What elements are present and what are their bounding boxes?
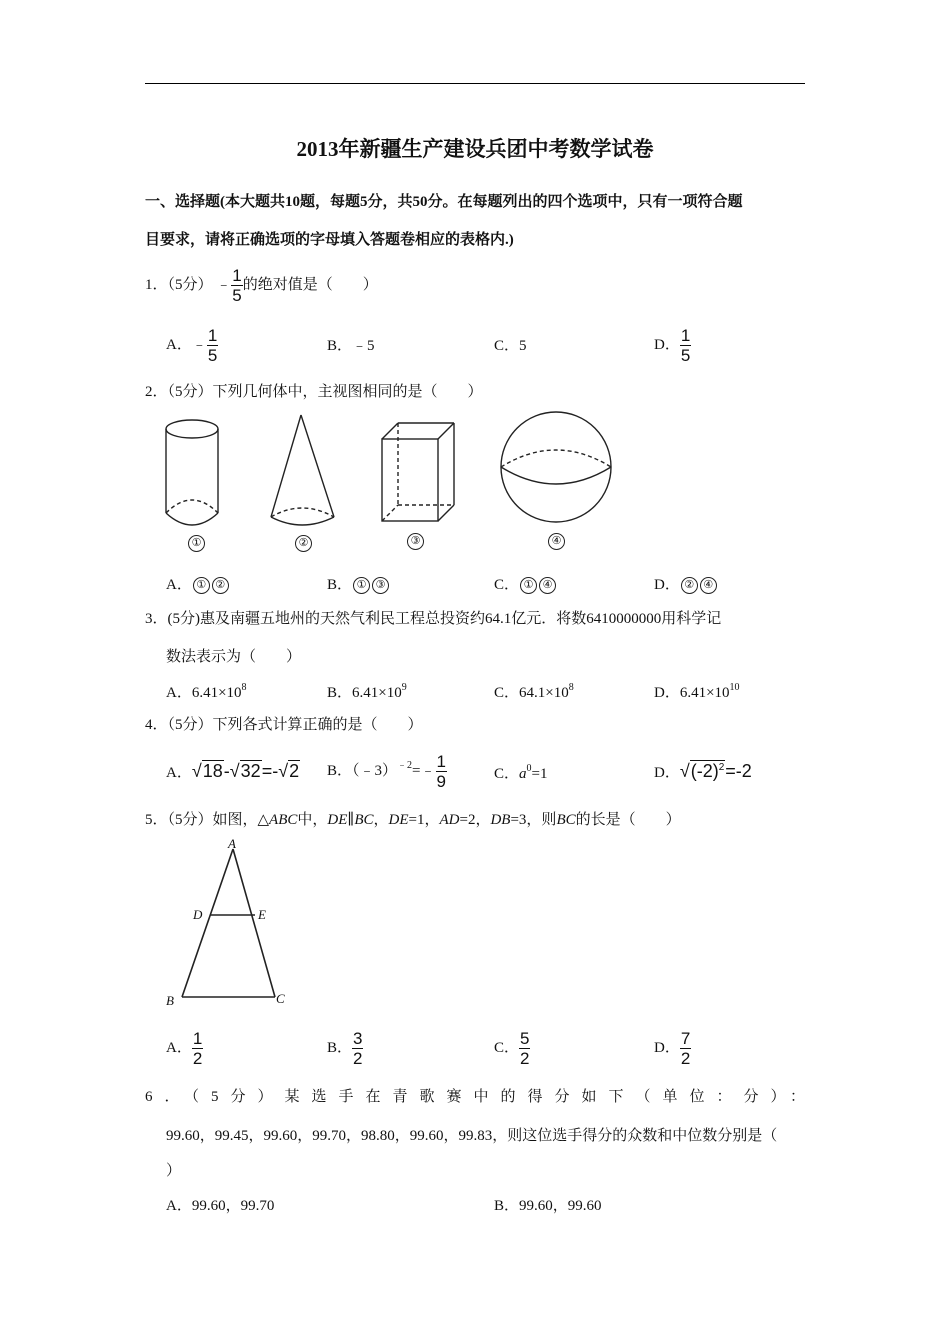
- q1-stem: 1．（5分） ﹣ $\frac{1}{5}$ 的绝对值是（ ）: [145, 266, 378, 305]
- sphere-figure: [501, 412, 611, 522]
- q3-option-d[interactable]: D．$6.41\times 10^{10}$: [654, 682, 740, 701]
- page-title: 2013年新疆生产建设兵团中考数学试卷: [296, 137, 654, 161]
- section-header-line2: 目要求，请将正确选项的字母填入答题卷相应的表格内.): [145, 232, 514, 248]
- q5-option-a[interactable]: A． $\frac{1}{2}$: [166, 1029, 203, 1068]
- q4-option-a[interactable]: A．√18-√32=-√2: [166, 761, 300, 781]
- solid-label-4: ④: [548, 533, 565, 550]
- q4-option-d[interactable]: D．$√(-2)^2=-2$: [654, 761, 752, 781]
- q6-option-b[interactable]: B．99.60，99.60: [494, 1198, 602, 1214]
- q6-stem-line2: 99.60，99.45，99.60，99.70，98.80，99.60，99.83，则这位选手得分的众数和中位数分别是（: [166, 1128, 778, 1144]
- q2-stem: 2．（5分）下列几何体中，主视图相同的是（ ）: [145, 384, 483, 400]
- q5-triangle-figure: [160, 835, 300, 1015]
- side-ab: [182, 849, 233, 997]
- q5-option-d[interactable]: D． $\frac{7}{2}$: [654, 1029, 691, 1068]
- q2-option-d[interactable]: D． ② ④: [654, 573, 718, 594]
- q2-option-c[interactable]: C． ① ④: [494, 573, 557, 594]
- section-header-line1: 一、选择题(本大题共10题，每题5分，共50分。在每题列出的四个选项中，只有一项符合题: [145, 194, 743, 210]
- cylinder-figure: [166, 420, 218, 525]
- q3-stem-line2: 数法表示为（ ）: [166, 649, 302, 665]
- cone-figure: [271, 415, 334, 525]
- q5-stem: 5．（5分）如图，△ABC中，DE∥BC，DE=1，AD=2，DB=3，则BC的长是（ ）: [145, 812, 681, 828]
- q3-option-b[interactable]: B．$6.41\times 10^9$: [327, 682, 407, 701]
- q1-option-b[interactable]: B．﹣5: [327, 338, 375, 354]
- q5-option-c[interactable]: C． $\frac{5}{2}$: [494, 1029, 530, 1068]
- solid-label-3: ③: [407, 533, 424, 550]
- solid-label-1: ①: [188, 535, 205, 552]
- point-d-label: D: [193, 907, 203, 922]
- point-e-label: E: [258, 907, 266, 922]
- q4-option-b[interactable]: B．（﹣3）$^{﹣2}$=﹣ $\frac{1}{9}$: [327, 752, 446, 791]
- q6-option-a[interactable]: A．99.60，99.70: [166, 1198, 275, 1214]
- q4-option-c[interactable]: C．$a^0=1$: [494, 763, 548, 782]
- q2-option-a[interactable]: A． ① ②: [166, 573, 230, 594]
- q1-option-a[interactable]: A．﹣ $\frac{1}{5}$: [166, 326, 218, 365]
- q4-stem: 4．（5分）下列各式计算正确的是（ ）: [145, 717, 423, 733]
- solid-label-2: ②: [295, 535, 312, 552]
- q1-option-d[interactable]: D． $\frac{1}{5}$: [654, 326, 691, 365]
- prism-figure: [382, 423, 454, 521]
- point-a-label: A: [228, 836, 236, 851]
- q1-option-c[interactable]: C．5: [494, 338, 527, 354]
- q3-option-a[interactable]: A．$6.41\times 10^8$: [166, 682, 247, 701]
- q5-option-b[interactable]: B． $\frac{3}{2}$: [327, 1029, 363, 1068]
- point-b-label: B: [166, 993, 174, 1008]
- q2-option-b[interactable]: B． ① ③: [327, 573, 390, 594]
- q3-stem-line1: 3．(5分)惠及南疆五地州的天然气利民工程总投资约64.1亿元．将数6410000000用科学记: [145, 611, 722, 627]
- point-c-label: C: [276, 991, 285, 1006]
- top-rule: [145, 83, 805, 84]
- q6-stem-line3: ）: [166, 1163, 182, 1179]
- q6-stem-line1: 6．（5分）某选手在青歌赛中的得分如下（单位：分）：: [145, 1089, 805, 1105]
- q3-option-c[interactable]: C．$64.1\times 10^8$: [494, 682, 574, 701]
- side-ac: [233, 849, 275, 997]
